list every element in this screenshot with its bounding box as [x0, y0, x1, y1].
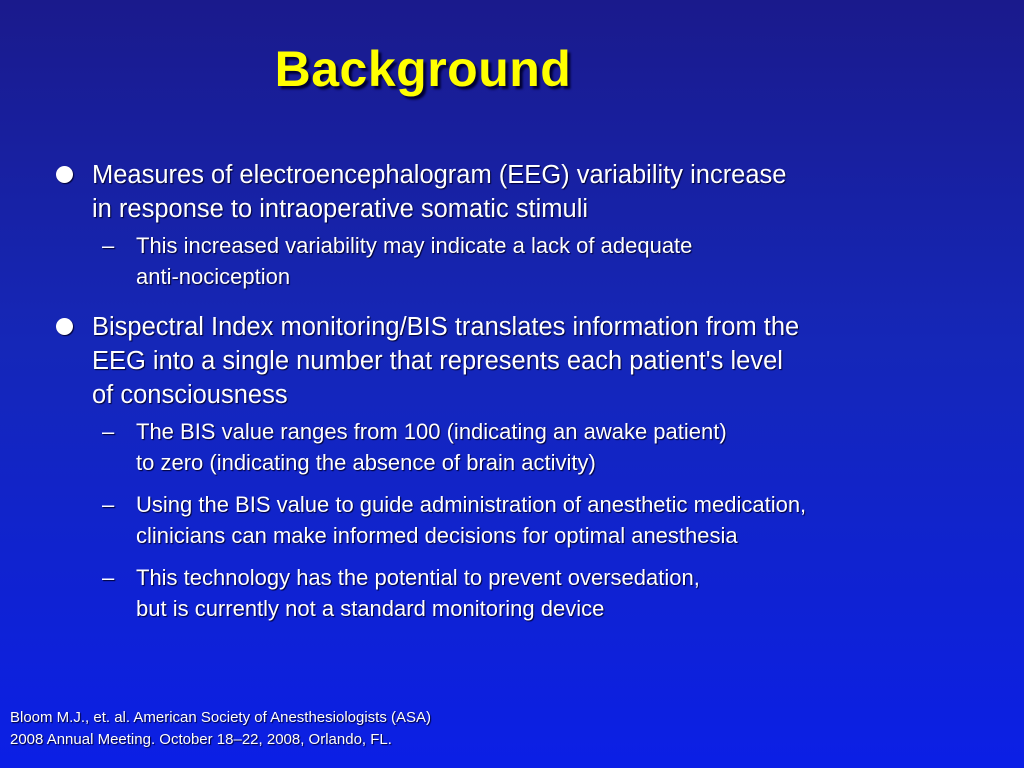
citation-footnote: Bloom M.J., et. al. American Society of Anesthesiologists (ASA) 2008 Annual Meeting. October 18–22, 2008, Orlando, FL. [10, 709, 432, 748]
dash-icon: – [102, 233, 115, 258]
bullet-dot-icon [56, 166, 73, 183]
sub-bullet-text: This increased variability may indicate a lack of adequate anti-nociception [136, 233, 693, 289]
sub-bullet-text: This technology has the potential to prevent oversedation, but is currently not a standard monitoring device [136, 565, 700, 621]
bullet-item [56, 310, 986, 624]
sub-bullet-list [92, 230, 986, 292]
sub-bullet-item [102, 416, 986, 478]
sub-bullet-list [92, 416, 986, 624]
sub-bullet-item [102, 562, 986, 624]
dash-icon: – [102, 565, 115, 590]
sub-bullet-text: Using the BIS value to guide administration of anesthetic medication, clinicians can make informed decisions for optimal anesthesia [136, 492, 807, 548]
bullet-item [56, 158, 986, 292]
sub-bullet-text: The BIS value ranges from 100 (indicating an awake patient) to zero (indicating the absence of brain activity) [136, 419, 727, 475]
sub-bullet-item [102, 230, 986, 292]
sub-bullet-item [102, 489, 986, 551]
dash-icon: – [102, 492, 115, 517]
slide-title: Background [274, 41, 572, 97]
bullet-text: Bispectral Index monitoring/BIS translates information from the EEG into a single number that represents each patient's level of consciousness [92, 313, 800, 409]
bullet-dot-icon [56, 318, 73, 335]
bullet-list [56, 158, 986, 624]
bullet-text: Measures of electroencephalogram (EEG) variability increase in response to intraoperative somatic stimuli [92, 161, 787, 223]
dash-icon: – [102, 419, 115, 444]
